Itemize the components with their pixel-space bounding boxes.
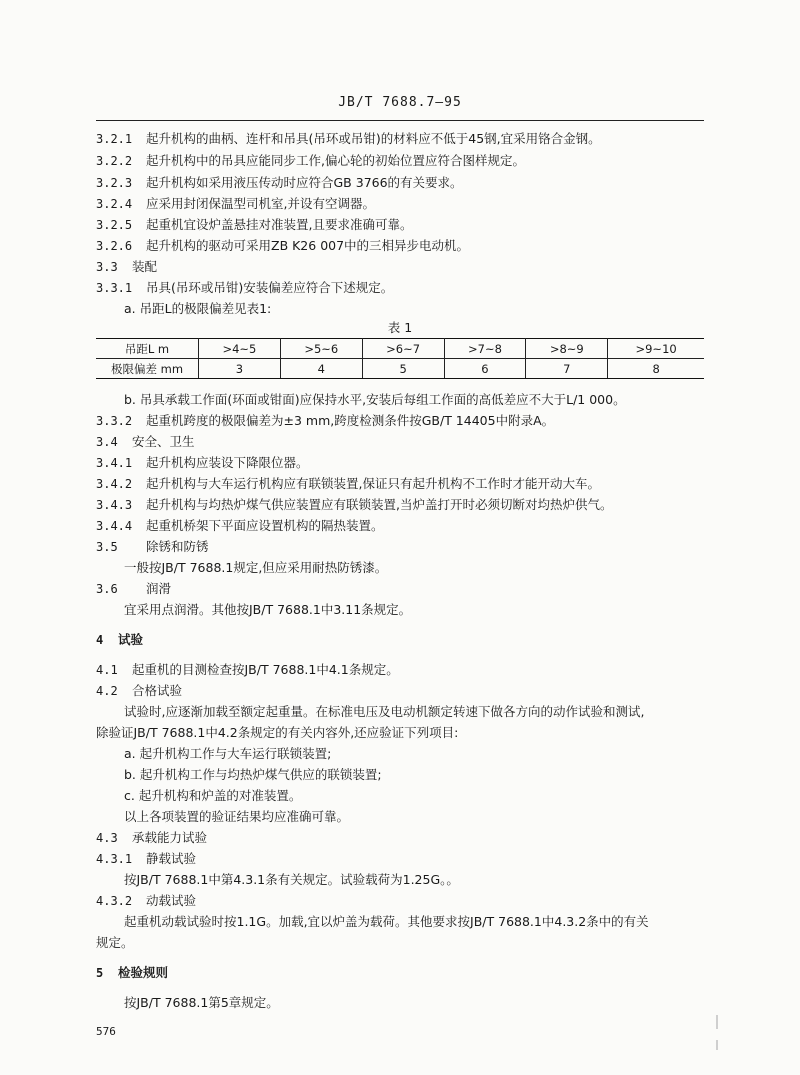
table-row <box>96 339 704 359</box>
table-cell: >6~7 <box>362 339 444 359</box>
header-rule <box>96 120 704 121</box>
table-cell: 3 <box>199 359 281 379</box>
page-header: JB/T 7688.7—95 <box>338 95 462 110</box>
page-number: 576 <box>96 1025 116 1038</box>
table-cell: >4~5 <box>199 339 281 359</box>
tolerance-table <box>96 338 704 379</box>
table-cell: >7~8 <box>444 339 526 359</box>
scan-mark <box>716 1040 718 1050</box>
table-cell: 4 <box>280 359 362 379</box>
table-cell: 6 <box>444 359 526 379</box>
table-caption: 表 1 <box>387 320 413 335</box>
table-cell: >5~6 <box>280 339 362 359</box>
scan-mark <box>716 1015 718 1029</box>
table-cell: 5 <box>362 359 444 379</box>
table-cell: 7 <box>526 359 608 379</box>
table-cell: 8 <box>608 359 704 379</box>
table-row-label: 吊距L m <box>96 339 199 359</box>
table-cell: >9~10 <box>608 339 704 359</box>
table-row <box>96 359 704 379</box>
table-row-label: 极限偏差 mm <box>96 359 199 379</box>
table-cell: >8~9 <box>526 339 608 359</box>
document-page: JB/T 7688.7—95 3.2.1 起升机构的曲柄、连杆和吊具(吊环或吊钳)的材料应不低于45钢,宜采用铬合金钢。 3.2.2 起升机构中的吊具应能同步工作,偏心轮的初始位置应符合图样规定。 3.2.3 起升机构如采用液压传动时应符合GB 3766的有关要求。 3.2.4 应采用封闭保温型司机室,并设有空调器。 3.2.5 起重机宜设炉盖悬挂对准装置,且要求准确可靠。 3.2.6 起升机构的驱动可采用ZB K26 007中的三相异步电动机。 3.3 装配 3.3.1 吊具(吊环或吊钳)安装偏差应符合下述规定。 a. 吊距L的极限偏差见表1: 表 1 吊距L m >4~5 >5~6 >6~7 >7~8 >8~9 >9~10 极限偏差 mm 3 4 5 6 7 8 b. 吊具承载工作面(环面或钳面)应保持水平,安装后每组工作面的高低差应不大于L/1 000。 3.3.2 起重机跨度的极限偏差为±3 mm,跨度检测条件按GB/T 14405中附录A。 3.4 安全、卫生 3.4.1 起升机构应装设下降限位器。 3.4.2 起升机构与大车运行机构应有联锁装置,保证只有起升机构不工作时才能开动大车。 3.4.3 起升机构与均热炉煤气供应装置应有联锁装置,当炉盖打开时必须切断对均热炉供气。 3.4.4 起重机桥架下平面应设置机构的隔热装置。 3.5 除锈和防锈 一般按JB/T 7688.1规定,但应采用耐热防锈漆。 3.6 润滑 宜采用点润滑。其他按JB/T 7688.1中3.11条规定。 4 试验 4.1 起重机的目测检查按JB/T 7688.1中4.1条规定。 4.2 合格试验 试验时,应逐渐加载至额定起重量。在标准电压及电动机额定转速下做各方向的动作试验和测试, 除验证JB/T 7688.1中4.2条规定的有关内容外,还应验证下列项目: a. 起升机构工作与大车运行联锁装置; b. 起升机构工作与均热炉煤气供应的联锁装置; c. 起升机构和炉盖的对准装置。 以上各项装置的验证结果均应准确可靠。 4.3 承载能力试验 4.3.1 静载试验 按JB/T 7688.1中第4.3.1条有关规定。试验载荷为1.25G。。 4.3.2 动载试验 起重机动载试验时按1.1G。加载,宜以炉盖为载荷。其他要求按JB/T 7688.1中4.3.2条中的有关 规定。 5 检验规则 按JB/T 7688.1第5章规定。 576 <box>0 0 800 1075</box>
